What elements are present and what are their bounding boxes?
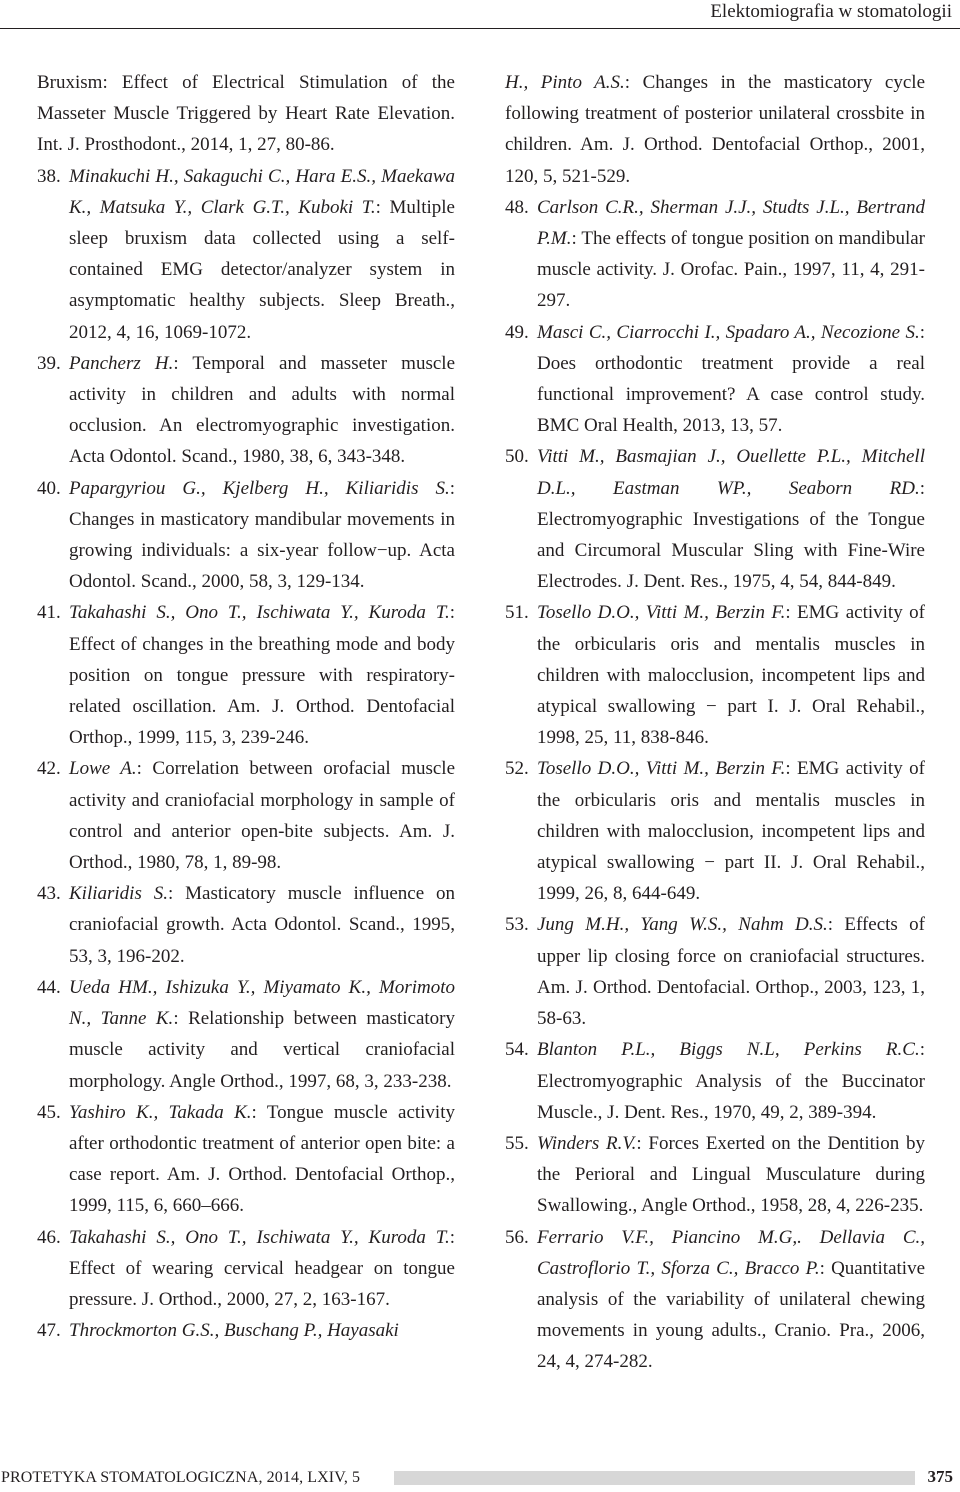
- reference-number: 43.: [37, 883, 61, 905]
- reference-authors: Tosello D.O., Vitti M., Berzin F.: [537, 602, 786, 624]
- reference-authors: Winders R.V.: [537, 1132, 637, 1154]
- reference-text: : The effects of tongue position on mandibular muscle activity. J. Orofac. Pain., 1997, 11, 4, 291-297.: [537, 228, 925, 312]
- reference-text: : Forces Exerted on the Dentition by the Perioral and Lingual Musculature during Swallowing., Angle Orthod., 1958, 28, 4, 226-235.: [537, 1132, 925, 1217]
- reference-entry: [505, 317, 925, 442]
- reference-entry: [505, 1034, 925, 1128]
- reference-number: 48.: [505, 196, 529, 218]
- reference-entry: [505, 1128, 925, 1222]
- reference-authors: H., Pinto A.S.: [505, 72, 625, 93]
- reference-number: 50.: [505, 446, 529, 468]
- reference-authors: Masci C., Ciarrocchi I., Spadaro A., Necozione S.: [537, 321, 920, 343]
- reference-number: 47.: [37, 1320, 61, 1342]
- reference-text: : Temporal and masseter muscle activity in children and adults with normal occlusion. An electromyographic investigation. Acta Odontol. Scand., 1980, 38, 6, 343-348.: [69, 352, 455, 468]
- footer-journal: PROTETYKA STOMATOLOGICZNA, 2014, LXIV, 5: [1, 1469, 361, 1486]
- reference-entry: [37, 348, 455, 473]
- reference-authors: Carlson C.R., Sherman J.J., Studts J.L., Bertrand P.M.: [537, 196, 925, 250]
- reference-authors: Ueda HM., Ishizuka Y., Miyamato K., Morimoto N., Tanne K.: [69, 976, 455, 1030]
- reference-authors: Jung M.H., Yang W.S., Nahm D.S.: [537, 914, 828, 936]
- reference-authors: Lowe A.: [69, 758, 137, 780]
- reference-authors: Minakuchi H., Sakaguchi C., Hara E.S., Maekawa K., Matsuka Y., Clark G.T., Kuboki T.: [69, 165, 455, 218]
- running-header: Elektomiografia w stomatologii: [710, 1, 952, 22]
- reference-entry: [505, 192, 925, 317]
- reference-entry: [37, 878, 455, 972]
- reference-entry: [37, 972, 455, 1097]
- reference-entry: [37, 473, 455, 598]
- reference-text: : Correlation between orofacial muscle activity and craniofacial morphology in sample of control and anterior open-bite subjects. Am. J. Orthod., 1980, 78, 1, 89-98.: [69, 758, 456, 874]
- footer-bar: [394, 1471, 915, 1485]
- reference-number: 51.: [505, 602, 529, 624]
- reference-entry: [37, 67, 455, 161]
- reference-authors: Throckmorton G.S., Buschang P., Hayasaki: [69, 1320, 399, 1342]
- reference-entry: [37, 1097, 455, 1222]
- reference-entry: [505, 909, 925, 1034]
- reference-number: 52.: [505, 758, 529, 780]
- reference-number: 56.: [505, 1226, 529, 1248]
- reference-number: 54.: [505, 1039, 529, 1061]
- left-column: [37, 67, 455, 1346]
- reference-entry: [37, 161, 455, 348]
- reference-number: 39.: [37, 352, 61, 374]
- page-number: 375: [927, 1467, 953, 1486]
- reference-text: : Changes in masticatory mandibular movements in growing individuals: a six-year follow−up. Acta Odontol. Scand., 2000, 58, 3, 129-134.: [69, 477, 455, 593]
- reference-number: 49.: [505, 321, 529, 343]
- reference-entry: [37, 753, 455, 878]
- reference-authors: Kiliaridis S.: [69, 883, 168, 905]
- reference-entry: [37, 1315, 455, 1346]
- right-column: [505, 67, 925, 1378]
- reference-text: : Effect of wearing cervical headgear on tongue pressure. J. Orthod., 2000, 27, 2, 163-167.: [69, 1226, 455, 1310]
- reference-number: 38.: [37, 165, 61, 187]
- reference-entry: [37, 1222, 455, 1316]
- reference-number: 42.: [37, 758, 61, 780]
- reference-text: : EMG activity of the orbicularis oris and mentalis muscles in children with malocclusion, incompetent lips and atypical swallowing − part I. J. Oral Rehabil., 1998, 25, 11, 838-846.: [537, 602, 925, 749]
- reference-authors: Takahashi S., Ono T., Ischiwata Y., Kuroda T.: [69, 1226, 450, 1248]
- reference-text: : Masticatory muscle influence on craniofacial growth. Acta Odontol. Scand., 1995, 53, 3, 196-202.: [69, 883, 455, 967]
- reference-authors: Yashiro K., Takada K.: [69, 1101, 252, 1123]
- reference-authors: Blanton P.L., Biggs N.L, Perkins R.C.: [537, 1039, 920, 1061]
- reference-text: : Multiple sleep bruxism data collected using a self-contained EMG detector/analyzer system in asymptomatic healthy subjects. Sleep Breath., 2012, 4, 16, 1069-1072.: [69, 196, 455, 343]
- reference-number: 41.: [37, 602, 61, 624]
- reference-authors: Tosello D.O., Vitti M., Berzin F.: [537, 758, 786, 780]
- reference-entry: [505, 1222, 925, 1378]
- reference-number: 46.: [37, 1226, 61, 1248]
- reference-entry: [505, 441, 925, 597]
- reference-text: Bruxism: Effect of Electrical Stimulation of the Masseter Muscle Triggered by Heart Rate Elevation. Int. J. Prosthodont., 2014, 1, 27, 80-86.: [37, 72, 455, 156]
- reference-text: : Electromyographic Analysis of the Buccinator Muscle., J. Dent. Res., 1970, 49, 2, 389-394.: [537, 1039, 925, 1123]
- reference-number: 45.: [37, 1101, 61, 1123]
- reference-entry: [505, 753, 925, 909]
- reference-text: : Effects of upper lip closing force on craniofacial structures. Am. J. Orthod. Dentofacial. Orthop., 2003, 123, 1, 58-63.: [537, 914, 925, 1030]
- reference-number: 55.: [505, 1132, 529, 1154]
- reference-entry: [37, 597, 455, 753]
- reference-authors: Takahashi S., Ono T., Ischiwata Y., Kuroda T.: [69, 602, 450, 624]
- reference-text: : Changes in the masticatory cycle following treatment of posterior unilateral crossbite in children. Am. J. Orthod. Dentofacial Orthop., 2001, 120, 5, 521-529.: [505, 72, 925, 187]
- reference-text: : Effect of changes in the breathing mode and body position on tongue pressure with respiratory-related oscillation. Am. J. Orthod. Dentofacial Orthop., 1999, 115, 3, 239-246.: [69, 602, 455, 749]
- reference-authors: Ferrario V.F., Piancino M.G,. Dellavia C., Castroflorio T., Sforza C., Bracco P.: [537, 1226, 925, 1279]
- reference-authors: Papargyriou G., Kjelberg H., Kiliaridis S.: [69, 477, 450, 499]
- reference-text: : Quantitative analysis of the variability of unilateral chewing movements in young adults., Cranio. Pra., 2006, 24, 4, 274-282.: [537, 1257, 925, 1373]
- reference-number: 53.: [505, 914, 529, 936]
- reference-authors: Pancherz H.: [69, 352, 174, 374]
- reference-number: 44.: [37, 976, 61, 998]
- reference-entry: [505, 67, 925, 192]
- reference-text: : EMG activity of the orbicularis oris and mentalis muscles in children with malocclusion, incompetent lips and atypical swallowing − part II. J. Oral Rehabil., 1999, 26, 8, 644-649.: [537, 758, 925, 905]
- reference-entry: [505, 597, 925, 753]
- reference-text: : Tongue muscle activity after orthodontic treatment of anterior open bite: a case report. Am. J. Orthod. Dentofacial Orthop., 1999, 115, 6, 660–666.: [69, 1101, 455, 1217]
- reference-number: 40.: [37, 477, 61, 499]
- reference-text: : Does orthodontic treatment provide a real functional improvement? A case control study. BMC Oral Health, 2013, 13, 57.: [537, 321, 925, 437]
- reference-text: : Relationship between masticatory muscle activity and vertical craniofacial morphology. Angle Orthod., 1997, 68, 3, 233-238.: [69, 1008, 455, 1092]
- reference-authors: Vitti M., Basmajian J., Ouellette P.L., Mitchell D.L., Eastman WP., Seaborn RD.: [537, 446, 925, 499]
- reference-text: : Electromyographic Investigations of the Tongue and Circumoral Muscular Sling with Fine-Wire Electrodes. J. Dent. Res., 1975, 4, 54, 844-849.: [537, 477, 925, 593]
- header-rule: [0, 28, 960, 29]
